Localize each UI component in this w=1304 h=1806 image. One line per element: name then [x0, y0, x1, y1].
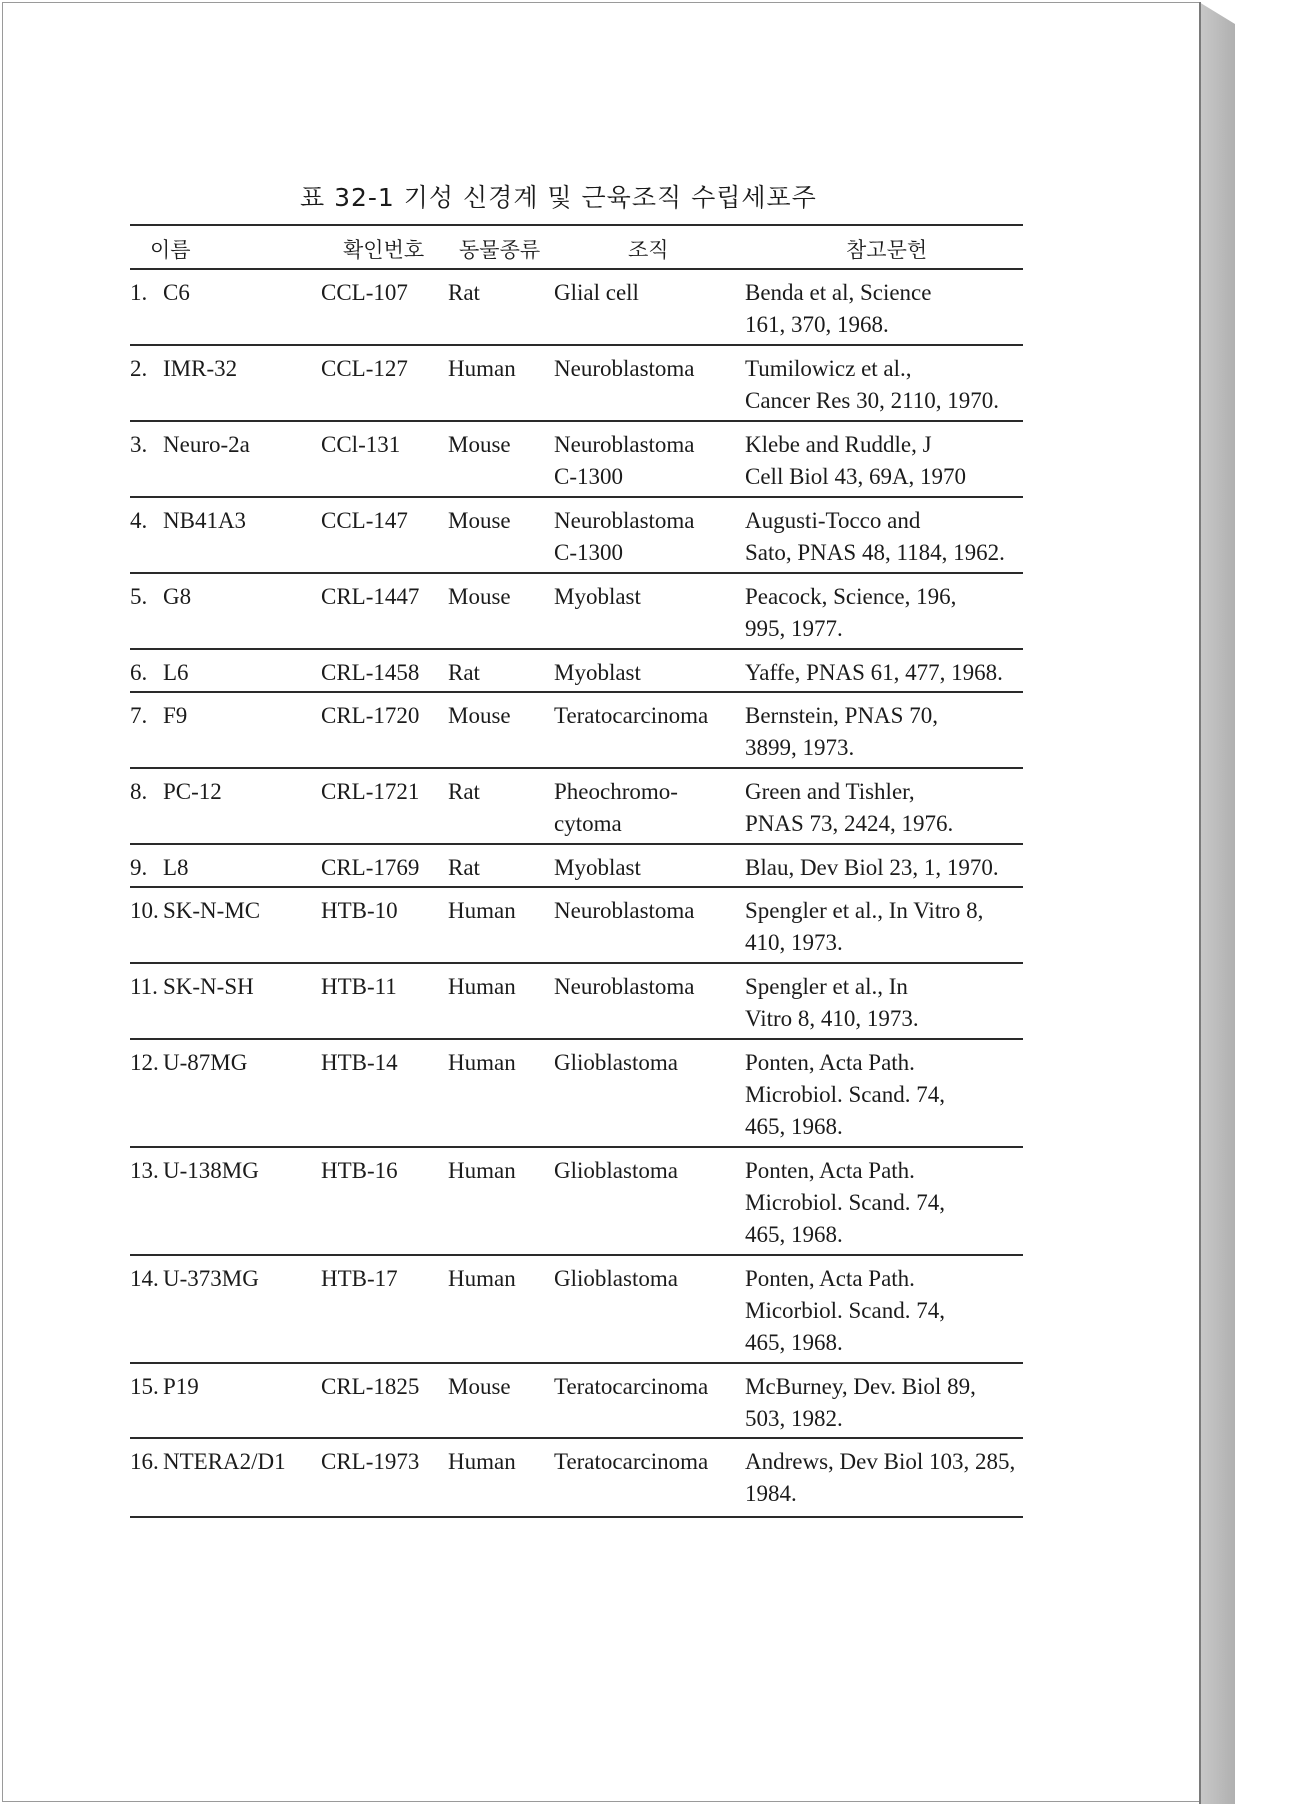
row-number: 10.: [130, 898, 159, 923]
atcc-number: HTB-10: [321, 898, 398, 923]
row-divider: [130, 843, 1023, 845]
tissue-type: Neuroblastoma: [554, 974, 695, 999]
reference-text: Ponten, Acta Path.: [745, 1050, 915, 1075]
atcc-number: CRL-1458: [321, 660, 420, 685]
row-divider: [130, 1437, 1023, 1439]
species: Mouse: [448, 1374, 511, 1399]
reference-text: Ponten, Acta Path.: [745, 1158, 915, 1183]
species: Human: [448, 1449, 516, 1474]
tissue-type: Neuroblastoma: [554, 898, 695, 923]
row-number: 4.: [130, 508, 148, 533]
tissue-type: Glioblastoma: [554, 1050, 678, 1075]
row-divider: [130, 1362, 1023, 1364]
tissue-type: C-1300: [554, 464, 623, 489]
reference-text: Microbiol. Scand. 74,: [745, 1082, 945, 1107]
reference-text: 410, 1973.: [745, 930, 843, 955]
reference-text: Microbiol. Scand. 74,: [745, 1190, 945, 1215]
row-divider: [130, 1254, 1023, 1256]
atcc-number: HTB-14: [321, 1050, 398, 1075]
cell-line-name: NTERA2/D1: [163, 1449, 286, 1474]
tissue-type: Teratocarcinoma: [554, 1374, 709, 1399]
tissue-type: Neuroblastoma: [554, 356, 695, 381]
species: Human: [448, 356, 516, 381]
row-number: 8.: [130, 779, 148, 804]
tissue-type: C-1300: [554, 540, 623, 565]
row-number: 7.: [130, 703, 148, 728]
row-number: 9.: [130, 855, 148, 880]
table-top-rule: [130, 224, 1023, 226]
tissue-type: Glioblastoma: [554, 1158, 678, 1183]
atcc-number: HTB-11: [321, 974, 397, 999]
cell-line-name: C6: [163, 280, 190, 305]
species: Human: [448, 1266, 516, 1291]
tissue-type: Myoblast: [554, 584, 641, 609]
atcc-number: CRL-1447: [321, 584, 420, 609]
reference-text: Green and Tishler,: [745, 779, 915, 804]
reference-text: Augusti-Tocco and: [745, 508, 921, 533]
row-number: 6.: [130, 660, 148, 685]
row-number: 13.: [130, 1158, 159, 1183]
reference-text: Peacock, Science, 196,: [745, 584, 957, 609]
reference-text: Bernstein, PNAS 70,: [745, 703, 938, 728]
reference-text: 465, 1968.: [745, 1222, 843, 1247]
header-reference: 참고문헌: [846, 238, 928, 262]
row-number: 3.: [130, 432, 148, 457]
row-number: 5.: [130, 584, 148, 609]
row-number: 1.: [130, 280, 148, 305]
reference-text: Spengler et al., In: [745, 974, 908, 999]
species: Mouse: [448, 508, 511, 533]
reference-text: Yaffe, PNAS 61, 477, 1968.: [745, 660, 1003, 685]
reference-text: Micorbiol. Scand. 74,: [745, 1298, 945, 1323]
header-atcc: 확인번호: [343, 238, 425, 262]
row-divider: [130, 344, 1023, 346]
cell-line-name: G8: [163, 584, 192, 609]
reference-text: 995, 1977.: [745, 616, 843, 641]
reference-text: McBurney, Dev. Biol 89,: [745, 1374, 976, 1399]
reference-text: 503, 1982.: [745, 1406, 843, 1431]
row-divider: [130, 962, 1023, 964]
row-divider: [130, 691, 1023, 693]
cell-line-name: SK-N-MC: [163, 898, 261, 923]
cell-line-name: L6: [163, 660, 189, 685]
species: Human: [448, 1050, 516, 1075]
cell-line-name: U-138MG: [163, 1158, 259, 1183]
reference-text: Spengler et al., In Vitro 8,: [745, 898, 984, 923]
tissue-type: Pheochromo-: [554, 779, 678, 804]
atcc-number: HTB-17: [321, 1266, 398, 1291]
header-tissue: 조직: [628, 238, 669, 262]
reference-text: Sato, PNAS 48, 1184, 1962.: [745, 540, 1005, 565]
reference-text: 465, 1968.: [745, 1114, 843, 1139]
tissue-type: Teratocarcinoma: [554, 1449, 709, 1474]
row-divider: [130, 420, 1023, 422]
atcc-number: CCL-107: [321, 280, 408, 305]
species: Human: [448, 1158, 516, 1183]
row-number: 12.: [130, 1050, 159, 1075]
species: Rat: [448, 779, 480, 804]
row-divider: [130, 648, 1023, 650]
row-divider: [130, 1038, 1023, 1040]
reference-text: 3899, 1973.: [745, 735, 855, 760]
header-species: 동물종류: [459, 238, 541, 262]
cell-line-name: U-373MG: [163, 1266, 259, 1291]
tissue-type: Neuroblastoma: [554, 508, 695, 533]
cell-line-name: NB41A3: [163, 508, 247, 533]
reference-text: Cell Biol 43, 69A, 1970: [745, 464, 967, 489]
species: Rat: [448, 280, 480, 305]
atcc-number: CCl-131: [321, 432, 401, 457]
row-divider: [130, 767, 1023, 769]
table-title: 표 32-1 기성 신경계 및 근육조직 수립세포주: [300, 183, 817, 212]
atcc-number: CRL-1769: [321, 855, 420, 880]
atcc-number: CCL-127: [321, 356, 408, 381]
species: Mouse: [448, 584, 511, 609]
species: Rat: [448, 660, 480, 685]
row-number: 15.: [130, 1374, 159, 1399]
tissue-type: Teratocarcinoma: [554, 703, 709, 728]
atcc-number: CRL-1721: [321, 779, 420, 804]
tissue-type: Myoblast: [554, 855, 641, 880]
page-edge-shadow: [1199, 2, 1235, 1804]
row-divider: [130, 496, 1023, 498]
row-number: 14.: [130, 1266, 159, 1291]
species: Rat: [448, 855, 480, 880]
reference-text: Benda et al, Science: [745, 280, 932, 305]
reference-text: 161, 370, 1968.: [745, 312, 889, 337]
atcc-number: CRL-1825: [321, 1374, 420, 1399]
species: Mouse: [448, 432, 511, 457]
reference-text: Ponten, Acta Path.: [745, 1266, 915, 1291]
row-divider: [130, 886, 1023, 888]
atcc-number: HTB-16: [321, 1158, 398, 1183]
page-edge-line: [1199, 2, 1201, 1804]
reference-text: PNAS 73, 2424, 1976.: [745, 811, 954, 836]
table-header-rule: [130, 268, 1023, 270]
reference-text: Tumilowicz et al.,: [745, 356, 912, 381]
reference-text: Blau, Dev Biol 23, 1, 1970.: [745, 855, 999, 880]
tissue-type: Glial cell: [554, 280, 639, 305]
table-bottom-rule: [130, 1516, 1023, 1518]
row-divider: [130, 572, 1023, 574]
cell-line-name: IMR-32: [163, 356, 238, 381]
row-number: 16.: [130, 1449, 159, 1474]
atcc-number: CCL-147: [321, 508, 408, 533]
row-divider: [130, 1146, 1023, 1148]
tissue-type: Myoblast: [554, 660, 641, 685]
atcc-number: CRL-1720: [321, 703, 420, 728]
cell-line-name: Neuro-2a: [163, 432, 250, 457]
cell-line-name: PC-12: [163, 779, 222, 804]
row-number: 2.: [130, 356, 148, 381]
reference-text: 465, 1968.: [745, 1330, 843, 1355]
cell-line-name: U-87MG: [163, 1050, 248, 1075]
reference-text: Vitro 8, 410, 1973.: [745, 1006, 919, 1031]
row-number: 11.: [130, 974, 158, 999]
tissue-type: cytoma: [554, 811, 622, 836]
reference-text: Andrews, Dev Biol 103, 285,: [745, 1449, 1016, 1474]
cell-line-name: P19: [163, 1374, 199, 1399]
reference-text: Klebe and Ruddle, J: [745, 432, 932, 457]
reference-text: 1984.: [745, 1481, 797, 1506]
species: Human: [448, 974, 516, 999]
species: Mouse: [448, 703, 511, 728]
reference-text: Cancer Res 30, 2110, 1970.: [745, 388, 1000, 413]
cell-line-name: F9: [163, 703, 188, 728]
species: Human: [448, 898, 516, 923]
header-name: 이름: [150, 238, 191, 262]
cell-line-name: L8: [163, 855, 189, 880]
tissue-type: Neuroblastoma: [554, 432, 695, 457]
tissue-type: Glioblastoma: [554, 1266, 678, 1291]
cell-line-name: SK-N-SH: [163, 974, 254, 999]
atcc-number: CRL-1973: [321, 1449, 420, 1474]
